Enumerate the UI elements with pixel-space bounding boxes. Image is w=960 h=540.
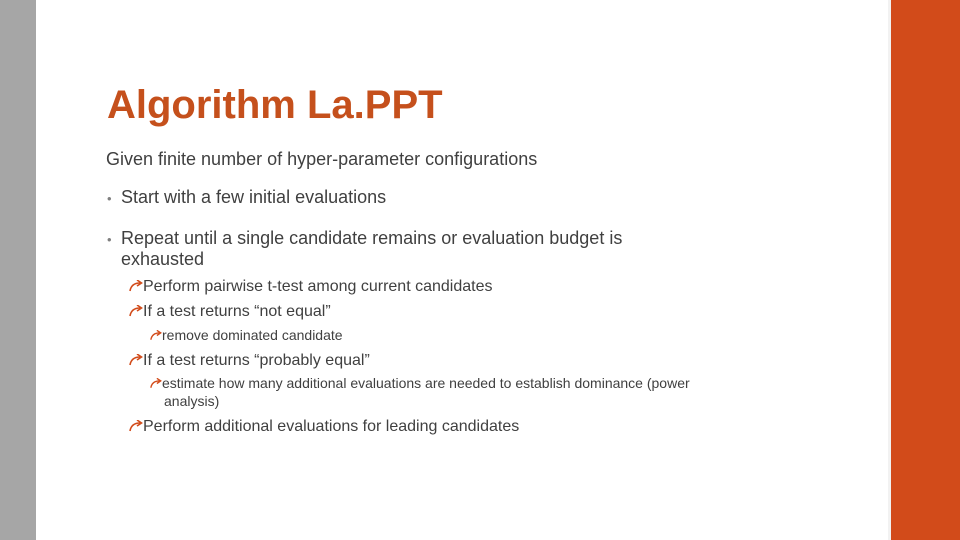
left-decor-bar (0, 0, 36, 540)
sub-item-label: If a test returns “probably equal” (143, 352, 370, 369)
curved-arrow-icon (129, 420, 143, 432)
bullet-marker: • (107, 191, 112, 206)
sub-item-additional-evaluations (129, 417, 519, 436)
intro-text: Given finite number of hyper-parameter configurations (106, 149, 538, 169)
sub-item-pairwise-ttest (129, 277, 492, 296)
sub-item-remove-dominated (150, 327, 343, 344)
sub-item-label: remove dominated candidate (162, 327, 343, 343)
sub-item-label: Perform additional evaluations for leading candidates (143, 418, 520, 435)
curved-arrow-icon (129, 354, 143, 366)
right-accent-bar (891, 0, 960, 540)
sub-item-estimate-continued: analysis) (164, 393, 220, 409)
bullet-marker: • (107, 232, 112, 247)
curved-arrow-icon (129, 305, 143, 317)
curved-arrow-icon (129, 280, 143, 292)
bullet-start-evaluations: Start with a few initial evaluations (121, 187, 387, 207)
sub-item-estimate-evaluations (150, 375, 690, 392)
sub-item-label: estimate how many additional evaluations are needed to establish dominance (power (162, 375, 690, 391)
bullet-repeat-until: Repeat until a single candidate remains or evaluation budget is (121, 228, 623, 248)
sub-item-not-equal (129, 302, 331, 321)
sub-item-label: If a test returns “not equal” (143, 303, 331, 320)
bullet-repeat-until-continued: exhausted (121, 249, 205, 269)
curved-arrow-icon (150, 330, 162, 341)
sub-item-label: Perform pairwise t-test among current candidates (143, 278, 493, 295)
slide-title: Algorithm La.PPT (107, 83, 443, 127)
curved-arrow-icon (150, 378, 162, 389)
sub-item-probably-equal (129, 351, 370, 370)
